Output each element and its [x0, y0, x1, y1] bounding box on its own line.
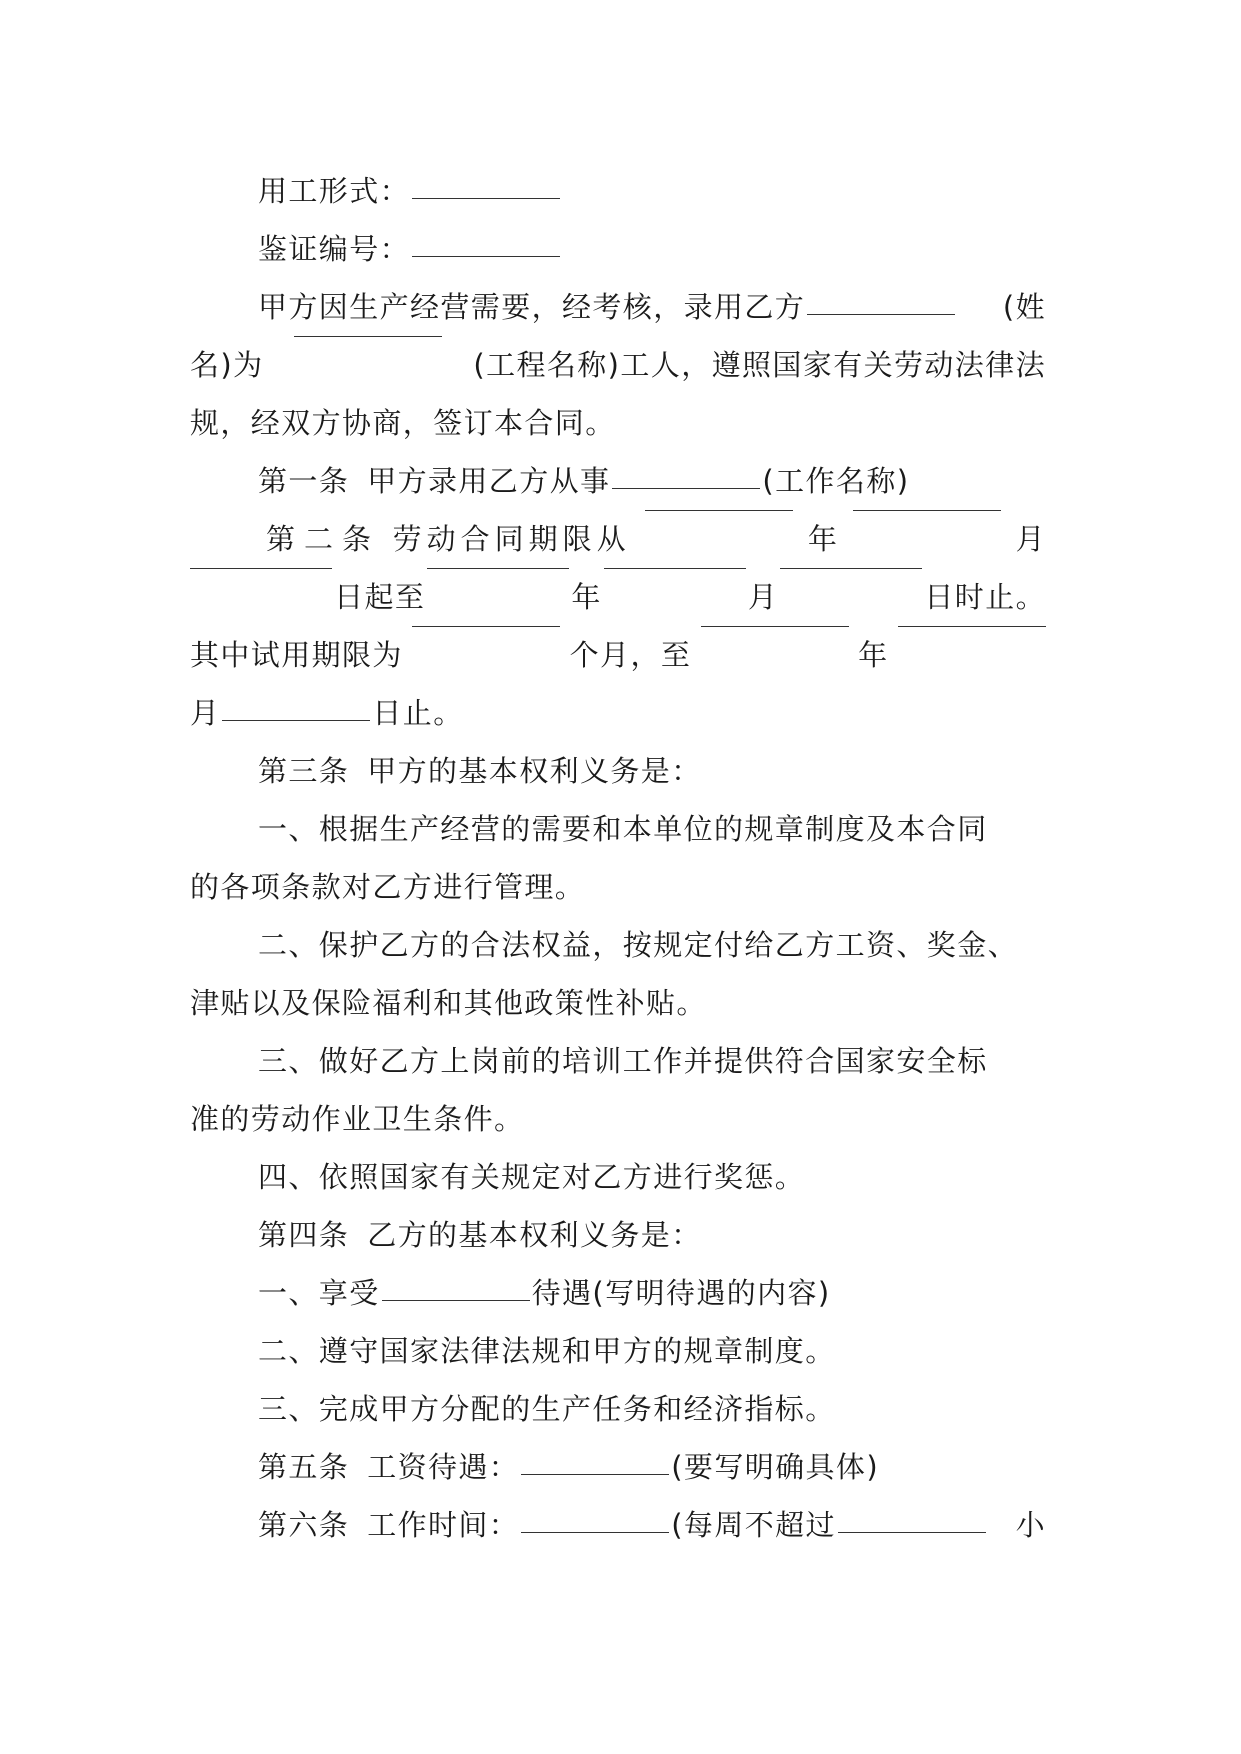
blank-benefits: [382, 1298, 530, 1301]
certificate-no-label: 鉴证编号：: [258, 232, 411, 266]
employment-form-line: [190, 162, 1046, 220]
article-5-heading: 第五条: [258, 1450, 350, 1484]
intro-text-1b: (姓: [1002, 290, 1046, 324]
article-2-year-1: 年: [807, 522, 839, 556]
blank-employee-name: [807, 312, 955, 315]
article-3-item-1-text-b: 的各项条款对乙方进行管理。: [190, 870, 586, 904]
contract-body: [190, 162, 1046, 1554]
article-4-heading: 第四条: [258, 1218, 350, 1252]
intro-line-2: [190, 336, 1046, 394]
article-3-item-2a: [190, 916, 1046, 974]
article-1-heading: 第一条: [258, 464, 350, 498]
article-3-item-2b: [190, 974, 1046, 1032]
article-1-text-a: 甲方录用乙方从事: [367, 464, 611, 498]
article-2-year-3: 年: [858, 638, 889, 672]
article-3-item-3b: [190, 1090, 1046, 1148]
blank-employment-form: [412, 196, 560, 199]
article-3-item-4-text: 四、依照国家有关规定对乙方进行奖惩。: [258, 1160, 806, 1194]
certificate-no-line: [190, 220, 1046, 278]
article-2-text-end: 日时止。: [924, 580, 1046, 614]
blank-certificate-no: [412, 254, 560, 257]
article-2-text-stop: 日止。: [372, 696, 464, 730]
article-3-line: [190, 742, 1046, 800]
article-4-item-3: [190, 1380, 1046, 1438]
intro-line-1: [190, 278, 1046, 336]
article-2-probation-text: 其中试用期限为: [190, 638, 403, 672]
article-4-item-1: [190, 1264, 1046, 1322]
article-3-item-4: [190, 1148, 1046, 1206]
blank-start-month: [853, 510, 1001, 511]
article-2-text-from: 日起至: [334, 580, 426, 614]
article-3-item-2-text-a: 二、保护乙方的合法权益，按规定付给乙方工资、奖金、: [258, 928, 1019, 962]
intro-text-2a: 名)为: [190, 348, 264, 382]
article-3-item-3-text-a: 三、做好乙方上岗前的培训工作并提供符合国家安全标: [258, 1044, 988, 1078]
blank-probation-month: [898, 626, 1046, 627]
blank-probation-year: [701, 626, 849, 627]
article-3-item-1-text-a: 一、根据生产经营的需要和本单位的规章制度及本合同: [258, 812, 988, 846]
article-6-text-a: 工作时间：: [367, 1508, 520, 1542]
blank-probation-months: [412, 626, 560, 627]
article-3-heading: 第三条: [258, 754, 350, 788]
article-4-item-1-text-a: 一、享受: [258, 1276, 380, 1310]
blank-probation-day: [222, 718, 370, 721]
article-6-text-c: 小: [1015, 1508, 1046, 1542]
intro-text-3: 规，经双方协商，签订本合同。: [190, 406, 616, 440]
blank-wages: [521, 1472, 669, 1475]
article-4-line: [190, 1206, 1046, 1264]
article-5-text-b: (要写明确具体): [671, 1450, 880, 1484]
article-2-line-2: [190, 568, 1046, 626]
intro-text-1: 甲方因生产经营需要，经考核，录用乙方: [258, 290, 806, 324]
article-4-item-2-text: 二、遵守国家法律法规和甲方的规章制度。: [258, 1334, 836, 1368]
article-2-month-2: 月: [747, 580, 779, 614]
blank-end-year: [427, 568, 569, 569]
article-4-title: 乙方的基本权利义务是：: [367, 1218, 702, 1252]
article-6-text-b: (每周不超过: [671, 1508, 836, 1542]
blank-job-name: [612, 486, 760, 489]
blank-working-hours: [521, 1530, 669, 1533]
intro-line-3: [190, 394, 1046, 452]
article-2-probation-until: 个月，至: [569, 638, 692, 672]
article-2-month-1: 月: [1015, 522, 1046, 556]
article-6-heading: 第六条: [258, 1508, 350, 1542]
article-2-line-3: [190, 626, 1046, 684]
article-3-item-1a: [190, 800, 1046, 858]
blank-start-day: [190, 568, 332, 569]
article-2-year-2: 年: [571, 580, 602, 614]
article-3-item-3-text-b: 准的劳动作业卫生条件。: [190, 1102, 525, 1136]
article-5-line: [190, 1438, 1046, 1496]
article-4-item-1-text-b: 待遇(写明待遇的内容): [531, 1276, 831, 1310]
article-5-text-a: 工资待遇：: [367, 1450, 520, 1484]
article-6-line: [190, 1496, 1046, 1554]
article-3-item-2-text-b: 津贴以及保险福利和其他政策性补贴。: [190, 986, 707, 1020]
employment-form-label: 用工形式：: [258, 174, 411, 208]
article-1-line: [190, 452, 1046, 510]
blank-weekly-hours: [838, 1530, 986, 1533]
blank-start-year: [645, 510, 793, 511]
article-2-heading: 第二条: [266, 522, 381, 556]
article-3-item-1b: [190, 858, 1046, 916]
blank-end-day: [780, 568, 922, 569]
blank-project-name: [294, 336, 442, 337]
article-1-text-b: (工作名称): [762, 464, 910, 498]
article-4-item-2: [190, 1322, 1046, 1380]
blank-end-month: [604, 568, 746, 569]
article-2-line-1: [190, 510, 1046, 568]
article-2-month-3: 月: [190, 696, 221, 730]
article-2-text-a: 劳动合同期限从: [392, 522, 631, 556]
article-4-item-3-text: 三、完成甲方分配的生产任务和经济指标。: [258, 1392, 836, 1426]
article-3-title: 甲方的基本权利义务是：: [367, 754, 702, 788]
intro-text-2b: (工程名称)工人，遵照国家有关劳动法律法: [473, 348, 1046, 382]
article-3-item-3a: [190, 1032, 1046, 1090]
article-2-line-4: [190, 684, 1046, 742]
